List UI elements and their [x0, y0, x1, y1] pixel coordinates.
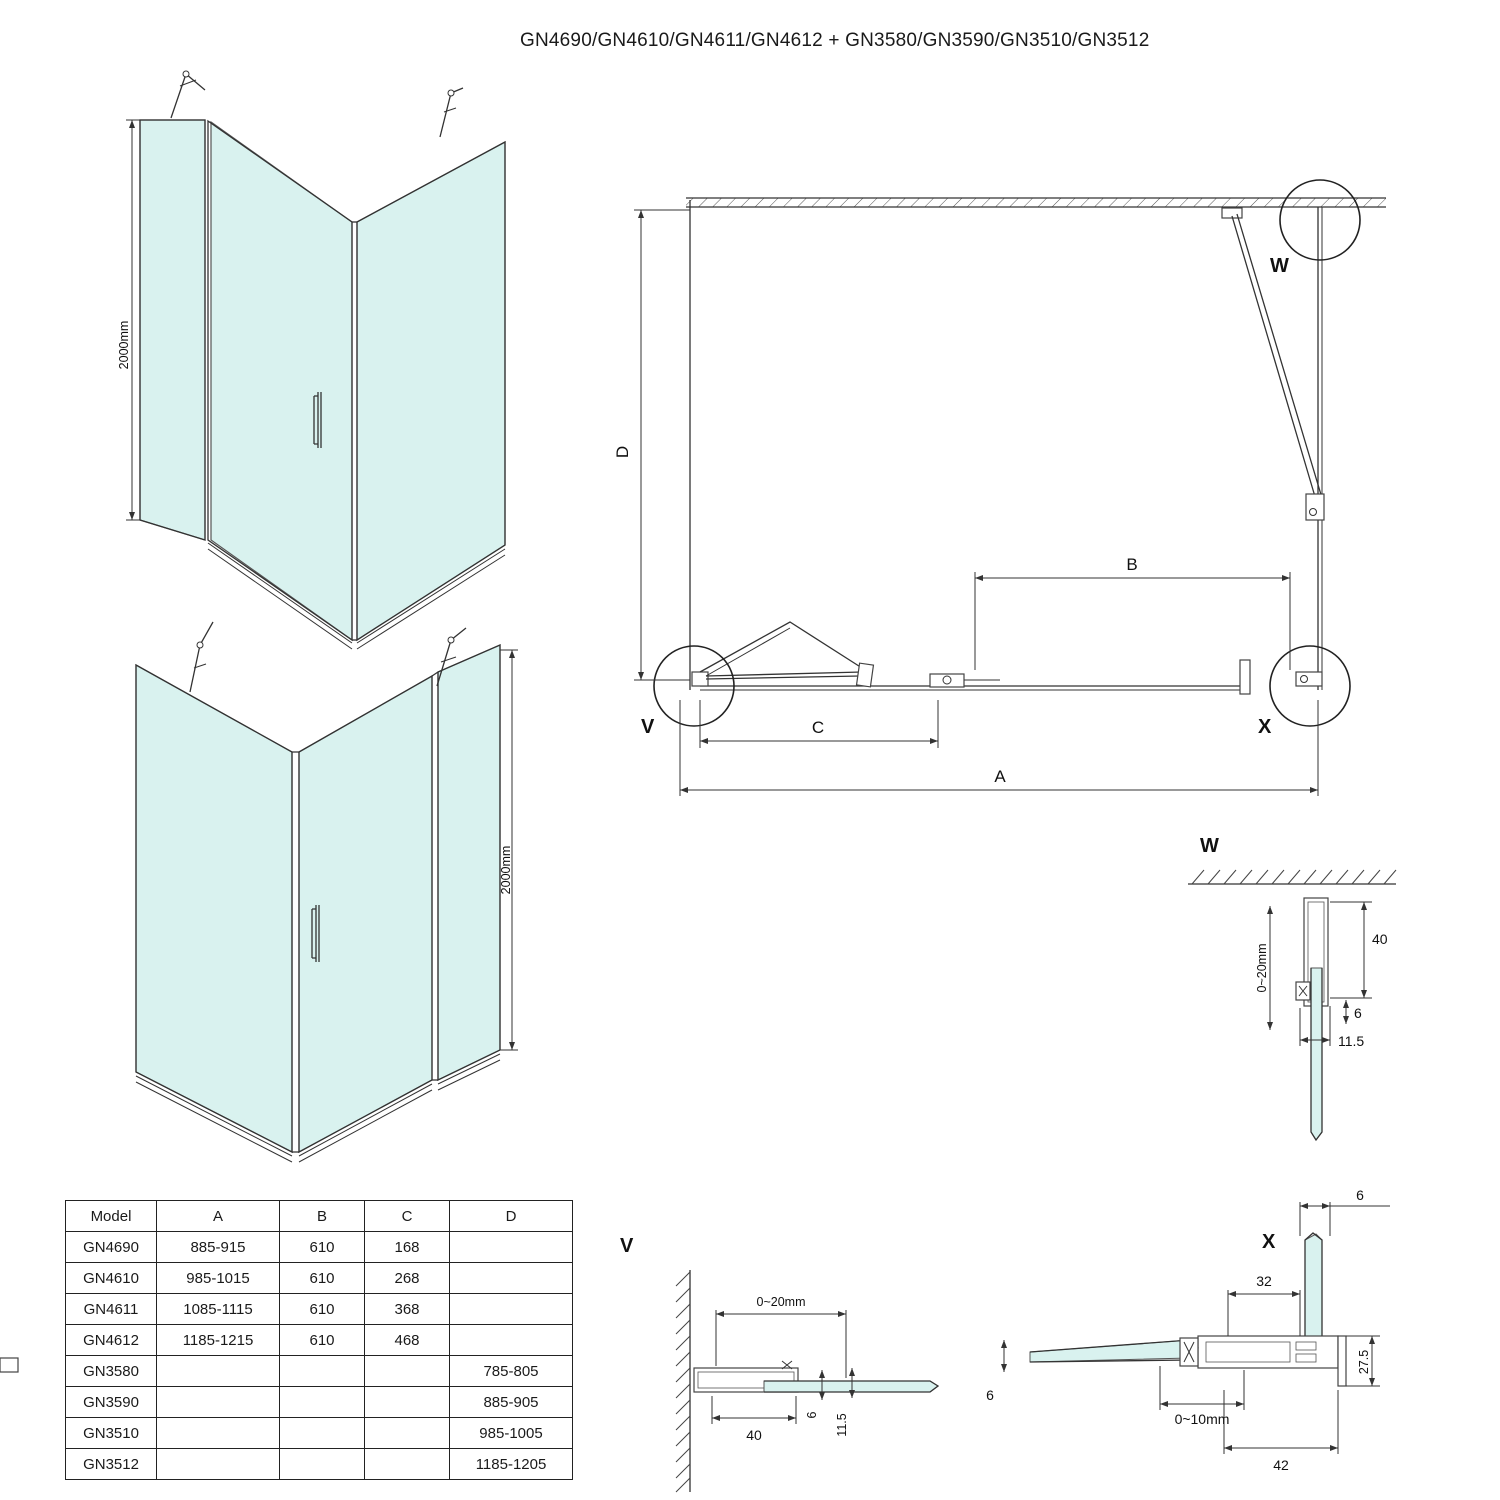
table-cell — [365, 1449, 450, 1480]
iso-view-bottom — [136, 622, 518, 1162]
detail-x-dim-42: 42 — [1273, 1457, 1289, 1473]
table-cell — [450, 1263, 573, 1294]
table-cell — [157, 1387, 280, 1418]
plan-dim-a: A — [994, 767, 1006, 786]
table-cell: 610 — [280, 1325, 365, 1356]
table-cell: 1085-1115 — [157, 1294, 280, 1325]
table-row — [66, 1325, 573, 1356]
detail-w-dim-40: 40 — [1372, 931, 1388, 947]
table-cell: 468 — [365, 1325, 450, 1356]
detail-v-dim-115: 11.5 — [835, 1413, 849, 1437]
table-cell: 985-1005 — [450, 1418, 573, 1449]
table-cell — [365, 1418, 450, 1449]
table-cell: GN4690 — [66, 1232, 157, 1263]
detail-v-dim-40: 40 — [746, 1427, 762, 1443]
table-header-cell: B — [280, 1201, 365, 1232]
table-cell: GN3510 — [66, 1418, 157, 1449]
table-cell — [157, 1449, 280, 1480]
detail-x-label: X — [1262, 1231, 1276, 1253]
detail-x — [986, 1187, 1390, 1473]
detail-w-dim-115: 11.5 — [1338, 1033, 1365, 1049]
table-cell — [280, 1356, 365, 1387]
iso-view-top — [117, 71, 505, 649]
iso-bottom-height-label: 2000mm — [499, 845, 513, 895]
table-cell: GN4610 — [66, 1263, 157, 1294]
table-row — [66, 1356, 573, 1387]
detail-w-gap: 0~20mm — [1255, 943, 1269, 993]
table-cell: 885-905 — [450, 1387, 573, 1418]
table-header-cell: A — [157, 1201, 280, 1232]
table-cell: 610 — [280, 1263, 365, 1294]
table-row — [66, 1294, 573, 1325]
page-title: GN4690/GN4610/GN4611/GN4612 + GN3580/GN3590/GN3510/GN3512 — [520, 30, 1150, 51]
table-row — [66, 1387, 573, 1418]
plan-dim-c: C — [811, 718, 825, 737]
table-cell: 610 — [280, 1294, 365, 1325]
table-cell — [157, 1356, 280, 1387]
table-row — [66, 1449, 573, 1480]
table-row — [66, 1232, 573, 1263]
table-cell — [450, 1232, 573, 1263]
table-cell: GN3590 — [66, 1387, 157, 1418]
table-cell: 1185-1215 — [157, 1325, 280, 1356]
table-cell: GN3512 — [66, 1449, 157, 1480]
table-cell — [365, 1387, 450, 1418]
detail-x-dim-6-top: 6 — [1356, 1187, 1364, 1203]
model-dimension-table — [65, 1200, 573, 1480]
table-header-cell: C — [365, 1201, 450, 1232]
plan-label-x: X — [1258, 716, 1272, 738]
detail-x-dim-6-left: 6 — [986, 1387, 994, 1403]
plan-label-v: V — [641, 716, 655, 738]
table-cell: GN4612 — [66, 1325, 157, 1356]
table-cell — [450, 1294, 573, 1325]
iso-top-height-label: 2000mm — [117, 320, 131, 370]
table-row — [66, 1263, 573, 1294]
table-cell — [365, 1356, 450, 1387]
detail-x-dim-275: 27.5 — [1357, 1349, 1371, 1375]
detail-v-label: V — [620, 1235, 634, 1257]
detail-v-gap: 0~20mm — [756, 1295, 806, 1309]
table-cell: 885-915 — [157, 1232, 280, 1263]
detail-w — [1188, 835, 1396, 1140]
table-cell — [450, 1325, 573, 1356]
table-cell: 785-805 — [450, 1356, 573, 1387]
table-cell: 610 — [280, 1232, 365, 1263]
detail-w-dim-6: 6 — [1354, 1005, 1362, 1021]
detail-x-gap: 0~10mm — [1174, 1411, 1230, 1427]
table-cell: GN4611 — [66, 1294, 157, 1325]
plan-dim-d: D — [613, 445, 632, 459]
table-cell: 368 — [365, 1294, 450, 1325]
detail-v-dim-6: 6 — [805, 1411, 819, 1419]
detail-x-dim-32: 32 — [1256, 1273, 1272, 1289]
table-cell: 985-1015 — [157, 1263, 280, 1294]
detail-w-label: W — [1200, 835, 1219, 857]
table-row — [66, 1418, 573, 1449]
table-header-cell: D — [450, 1201, 573, 1232]
table-cell: GN3580 — [66, 1356, 157, 1387]
table-cell — [280, 1418, 365, 1449]
plan-label-w: W — [1270, 255, 1289, 277]
table-cell — [157, 1418, 280, 1449]
table-header-cell: Model — [66, 1201, 157, 1232]
table-cell: 1185-1205 — [450, 1449, 573, 1480]
table-cell — [280, 1449, 365, 1480]
table-cell: 168 — [365, 1232, 450, 1263]
plan-view — [613, 180, 1386, 796]
plan-dim-b: B — [1126, 555, 1138, 574]
table-header-row — [66, 1201, 573, 1232]
table-cell — [280, 1387, 365, 1418]
table-cell: 268 — [365, 1263, 450, 1294]
